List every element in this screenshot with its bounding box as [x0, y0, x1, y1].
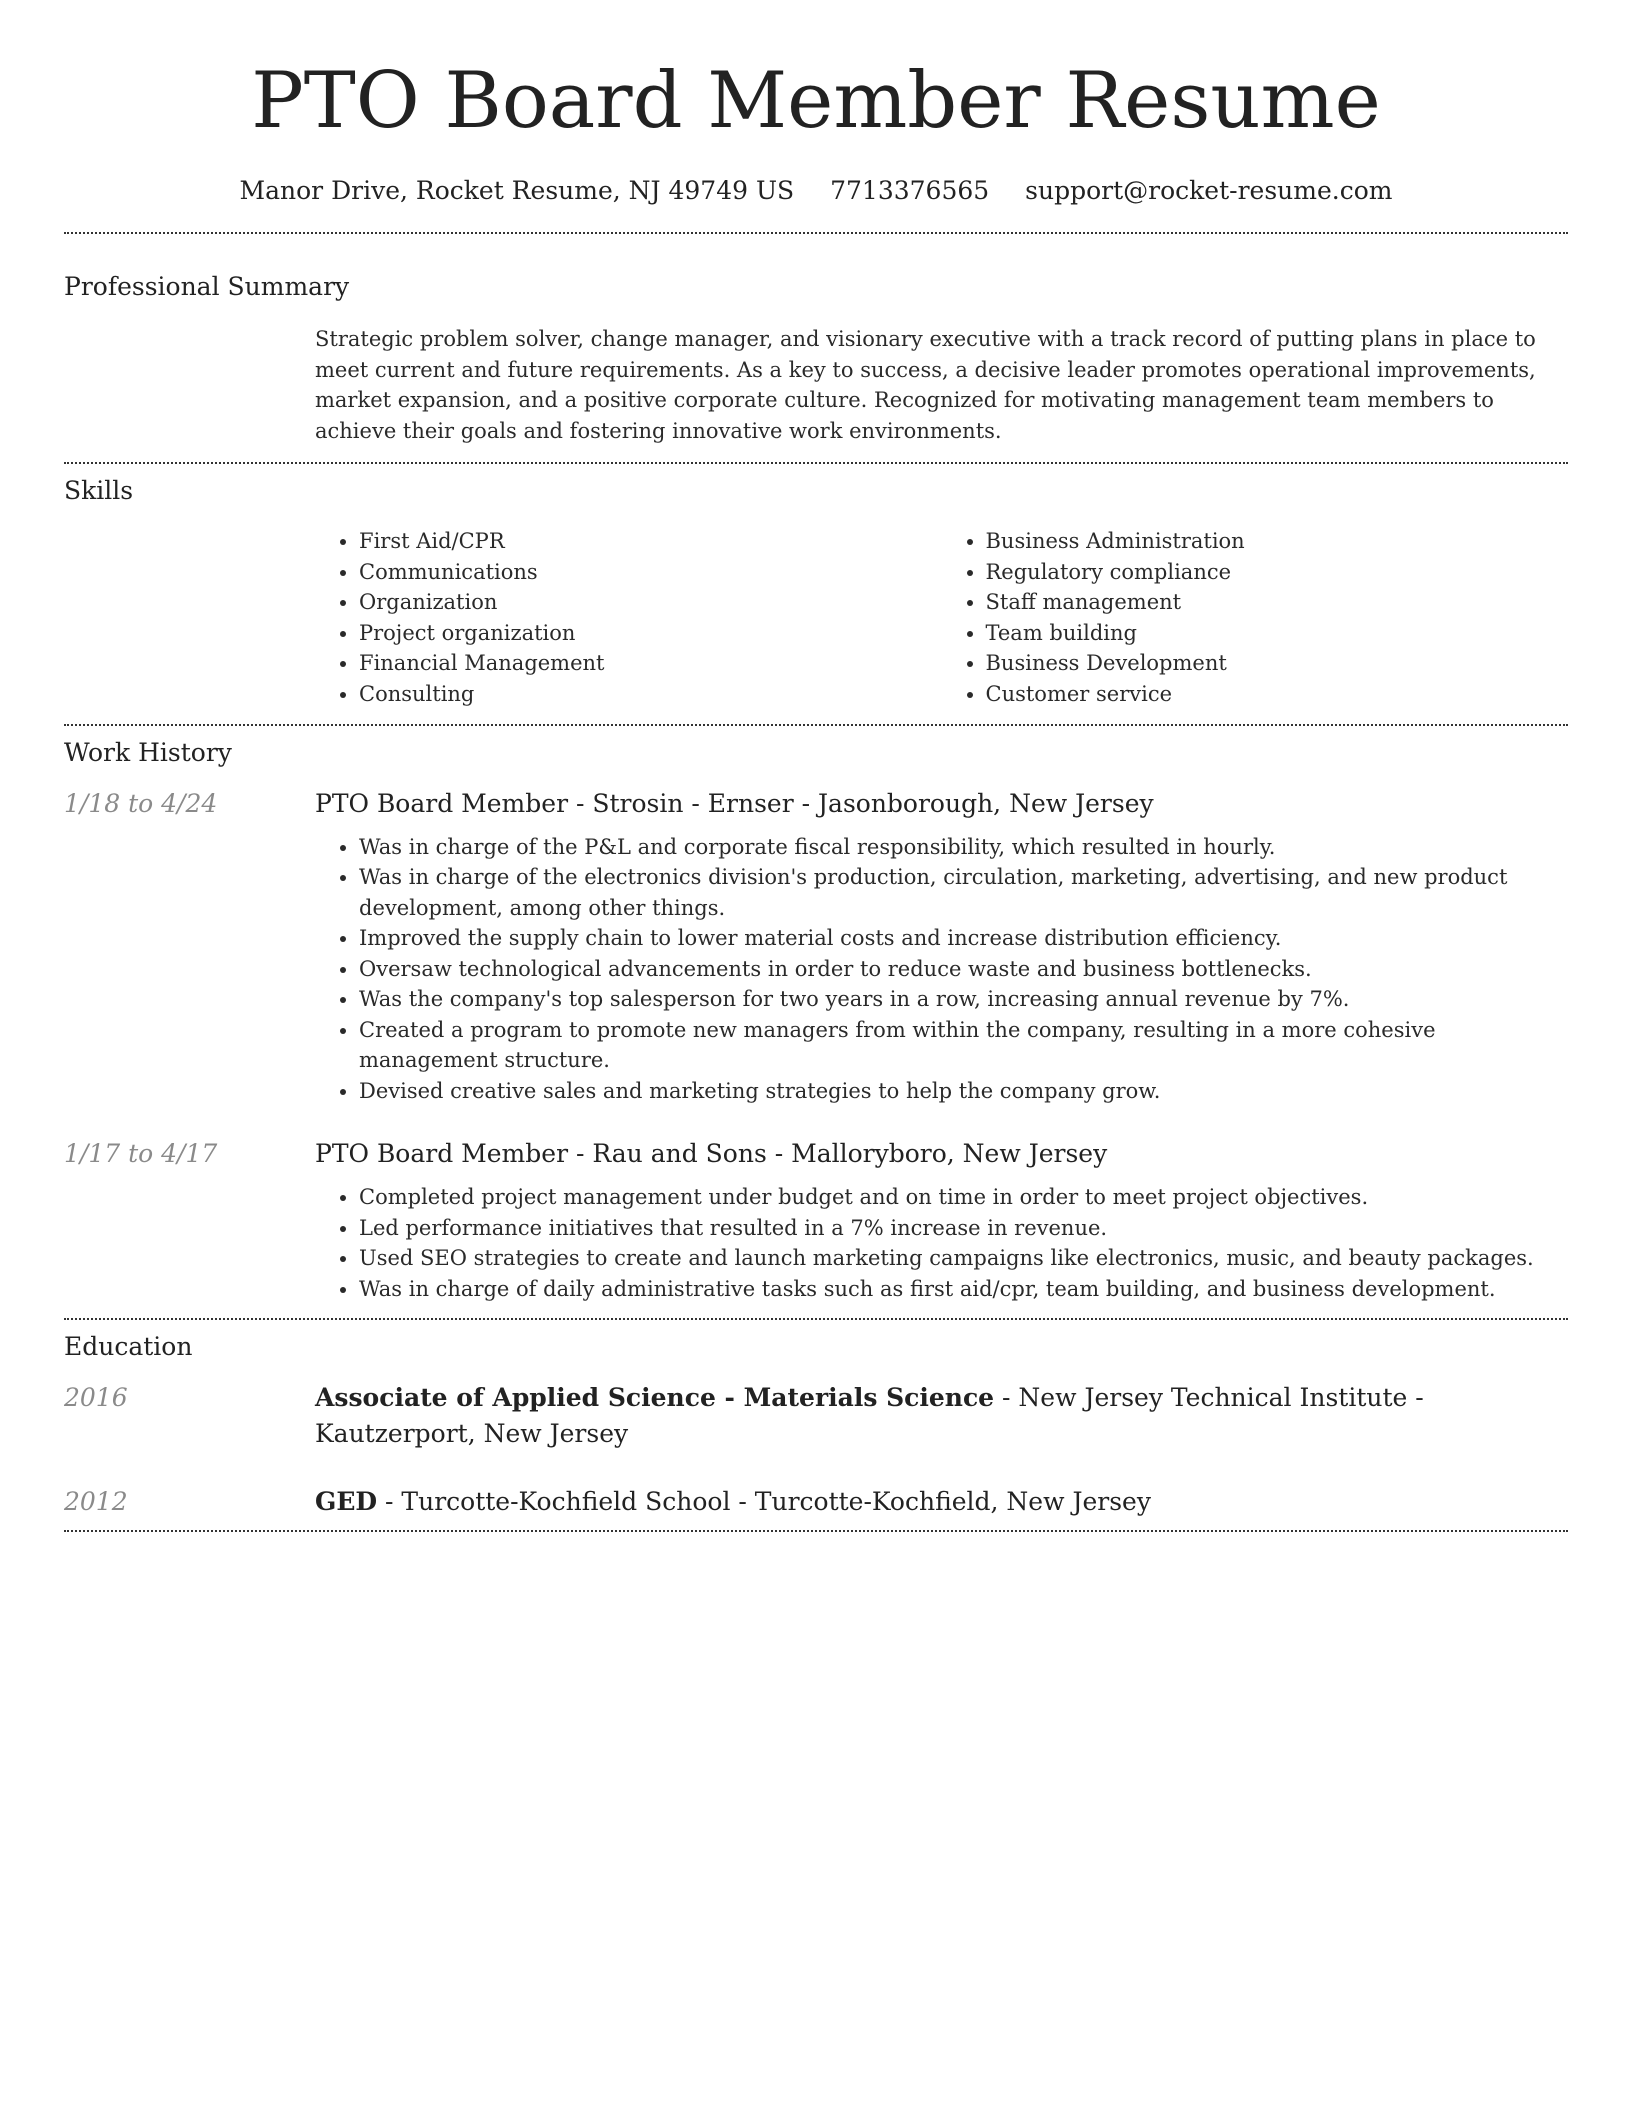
divider — [64, 1530, 1568, 1532]
skill-item: • Customer service — [986, 679, 1569, 710]
skill-item: • Financial Management — [359, 648, 942, 679]
education-heading — [315, 1380, 1568, 1452]
job-bullet: • Oversaw technological advancements in order to reduce waste and business bottlenecks. — [359, 954, 1568, 985]
skill-item: • Communications — [359, 557, 942, 588]
job-bullets — [315, 832, 1568, 1107]
job-bullets — [315, 1182, 1568, 1304]
job-bullet: • Was in charge of the P&L and corporate fiscal responsibility, which resulted in hourly. — [359, 832, 1568, 863]
education-entry — [64, 1484, 1568, 1530]
job-bullet: • Created a program to promote new managers from within the company, resulting in a more cohesive management structure. — [359, 1015, 1568, 1076]
skill-item: • Project organization — [359, 618, 942, 649]
education-year: 2012 — [64, 1487, 128, 1517]
job-bullet: • Led performance initiatives that resulted in a 7% increase in revenue. — [359, 1213, 1568, 1244]
job-bullet: • Was the company's top salesperson for two years in a row, increasing annual revenue by 7%. — [359, 984, 1568, 1015]
section-title-skills: Skills — [64, 476, 134, 505]
email-link[interactable]: support@rocket-resume.com — [1025, 176, 1393, 205]
contact-line — [64, 176, 1568, 206]
summary-content — [315, 324, 1568, 462]
page-title: PTO Board Member Resume — [251, 56, 1381, 146]
skill-item: • Regulatory compliance — [986, 557, 1569, 588]
education-degree: GED — [315, 1487, 378, 1517]
education-year: 2016 — [64, 1383, 128, 1413]
job-dates: 1/18 to 4/24 — [64, 788, 218, 818]
job-entry — [64, 1136, 1568, 1318]
summary-section — [64, 234, 1568, 462]
job-bullet: • Was in charge of the electronics division's production, circulation, marketing, advertising, and new product development, among other things. — [359, 862, 1568, 923]
skills-section — [64, 464, 1568, 724]
education-entry — [64, 1380, 1568, 1452]
skill-item: • Business Administration — [986, 526, 1569, 557]
skill-item: • Organization — [359, 587, 942, 618]
section-title-work: Work History — [64, 737, 232, 767]
skills-list-left — [315, 526, 942, 710]
skill-item: • Consulting — [359, 679, 942, 710]
job-entry — [64, 786, 1568, 1107]
education-heading — [315, 1484, 1568, 1520]
job-bullet: • Completed project management under budget and on time in order to meet project objectives. — [359, 1182, 1568, 1213]
summary-text: Strategic problem solver, change manager, and visionary executive with a track record of putting plans in place to meet current and future requirements. As a key to success, a decisive leader promotes operational improvements, market expansion, and a positive corporate culture. Recognized for motivating management team members to achieve their goals and fostering innovative work environments. — [315, 327, 1536, 443]
skill-item: • Team building — [986, 618, 1569, 649]
education-section — [64, 1320, 1568, 1530]
job-heading: PTO Board Member - Strosin - Ernser - Jasonborough, New Jersey — [315, 788, 1154, 818]
job-dates: 1/17 to 4/17 — [64, 1139, 218, 1169]
job-bullet: • Improved the supply chain to lower material costs and increase distribution efficiency. — [359, 923, 1568, 954]
education-degree: Associate of Applied Science - Materials Science — [315, 1383, 995, 1413]
job-bullet: • Devised creative sales and marketing strategies to help the company grow. — [359, 1076, 1568, 1107]
job-heading: PTO Board Member - Rau and Sons - Malloryboro, New Jersey — [315, 1139, 1108, 1169]
education-school: - New Jersey Technical Institute - Kautzerport, New Jersey — [315, 1383, 1424, 1449]
section-title-education: Education — [64, 1332, 193, 1362]
section-title-summary: Professional Summary — [64, 272, 350, 301]
skills-grid — [315, 526, 1568, 724]
skills-list-right — [942, 526, 1569, 710]
skill-item: • First Aid/CPR — [359, 526, 942, 557]
skill-item: • Staff management — [986, 587, 1569, 618]
work-section — [64, 726, 1568, 1319]
job-bullet: • Used SEO strategies to create and launch marketing campaigns like electronics, music, and beauty packages. — [359, 1243, 1568, 1274]
address-text: Manor Drive, Rocket Resume, NJ 49749 US — [239, 176, 795, 205]
education-school: - Turcotte-Kochfield School - Turcotte-Kochfield, New Jersey — [377, 1487, 1151, 1517]
job-bullet: • Was in charge of daily administrative tasks such as first aid/cpr, team building, and business development. — [359, 1274, 1568, 1305]
resume-header — [64, 0, 1568, 206]
skill-item: • Business Development — [986, 648, 1569, 679]
resume-page — [64, 0, 1568, 1532]
phone-text: 7713376565 — [830, 176, 990, 205]
